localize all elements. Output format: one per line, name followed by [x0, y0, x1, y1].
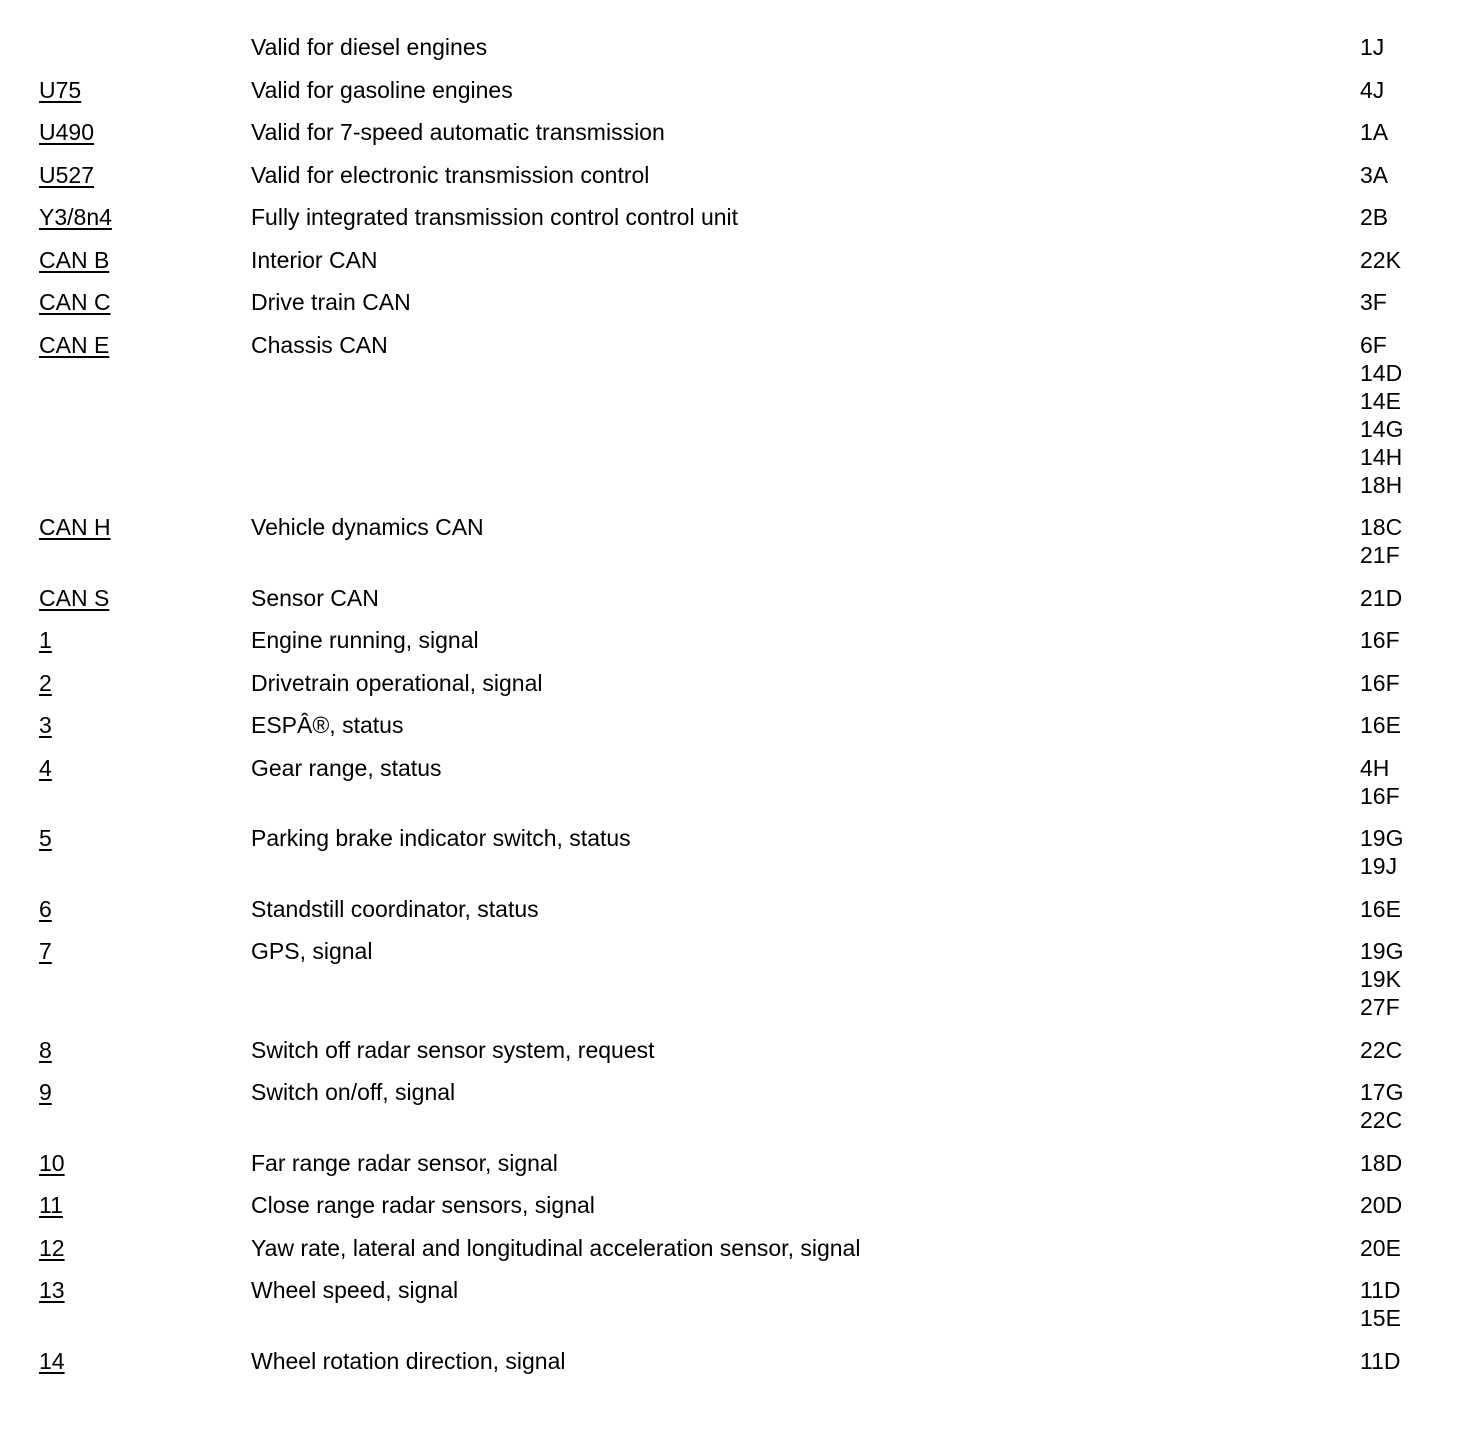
legend-description: Wheel rotation direction, signal	[251, 1347, 566, 1374]
grid-reference: 14E	[1360, 387, 1401, 414]
legend-code-link[interactable]: U490	[39, 119, 94, 145]
grid-reference: 19K	[1360, 966, 1401, 992]
grid-reference: 18C	[1360, 514, 1403, 540]
grid-reference-list	[1360, 711, 1460, 739]
legend-code-link[interactable]: CAN H	[39, 514, 111, 540]
grid-reference: 14G	[1360, 415, 1404, 442]
grid-reference-list	[1360, 203, 1460, 231]
legend-description: Parking brake indicator switch, status	[251, 825, 631, 851]
legend-code-link[interactable]: 8	[39, 1036, 52, 1063]
legend-code-link[interactable]: 1	[39, 627, 52, 653]
legend-description: Valid for electronic transmission control	[251, 161, 650, 188]
legend-row	[0, 1276, 1472, 1332]
grid-reference: 16F	[1360, 627, 1400, 653]
grid-reference: 4H	[1360, 754, 1390, 781]
legend-row	[0, 895, 1472, 923]
legend-code-link[interactable]: 5	[39, 825, 52, 851]
legend-code-link[interactable]: 10	[39, 1149, 65, 1176]
legend-code-link[interactable]: 12	[39, 1234, 65, 1261]
grid-reference-list	[1360, 824, 1460, 880]
grid-reference-list	[1360, 584, 1460, 612]
grid-reference-list	[1360, 161, 1460, 189]
grid-reference: 16E	[1360, 895, 1401, 922]
legend-description: Drivetrain operational, signal	[251, 669, 543, 696]
grid-reference-list	[1360, 513, 1460, 569]
grid-reference: 11D	[1360, 1277, 1401, 1303]
legend-row	[0, 937, 1472, 1021]
grid-reference: 4J	[1360, 76, 1385, 103]
legend-row	[0, 1234, 1472, 1262]
legend-description: Yaw rate, lateral and longitudinal acceleration sensor, signal	[251, 1234, 861, 1261]
grid-reference: 18H	[1360, 471, 1403, 498]
grid-reference: 1A	[1360, 119, 1389, 145]
legend-row	[0, 76, 1472, 104]
legend-description: Drive train CAN	[251, 289, 411, 315]
grid-reference-list	[1360, 895, 1460, 923]
grid-reference: 22C	[1360, 1107, 1403, 1133]
grid-reference: 3A	[1360, 161, 1389, 188]
grid-reference-list	[1360, 754, 1460, 810]
legend-description: Fully integrated transmission control control unit	[251, 204, 739, 230]
legend-description: Chassis CAN	[251, 331, 388, 358]
grid-reference: 14D	[1360, 359, 1403, 386]
legend-code-link[interactable]: CAN C	[39, 289, 111, 315]
grid-reference: 19J	[1360, 853, 1398, 879]
grid-reference: 27F	[1360, 994, 1400, 1020]
legend-code-link[interactable]: U75	[39, 76, 82, 103]
legend-row	[0, 1078, 1472, 1134]
legend-description: Wheel speed, signal	[251, 1277, 459, 1303]
grid-reference-list	[1360, 669, 1460, 697]
legend-row	[0, 754, 1472, 810]
grid-reference: 15E	[1360, 1305, 1401, 1331]
grid-reference: 14H	[1360, 443, 1403, 470]
grid-reference-list	[1360, 1347, 1460, 1375]
legend-code-link[interactable]: U527	[39, 161, 94, 188]
legend-row	[0, 246, 1472, 274]
legend-row	[0, 331, 1472, 499]
legend-description: Standstill coordinator, status	[251, 895, 539, 922]
grid-reference: 22K	[1360, 246, 1401, 273]
grid-reference-list	[1360, 76, 1460, 104]
grid-reference-list	[1360, 1191, 1460, 1219]
legend-row	[0, 161, 1472, 189]
grid-reference: 16F	[1360, 782, 1400, 809]
legend-row	[0, 1149, 1472, 1177]
legend-row	[0, 584, 1472, 612]
grid-reference-list	[1360, 626, 1460, 654]
legend-row	[0, 626, 1472, 654]
legend-description: Valid for 7-speed automatic transmission	[251, 119, 665, 145]
legend-code-link[interactable]: 2	[39, 669, 52, 696]
legend-description: Gear range, status	[251, 754, 442, 781]
grid-reference: 21F	[1360, 542, 1400, 568]
grid-reference: 19G	[1360, 825, 1404, 851]
legend-code-link[interactable]: 9	[39, 1079, 52, 1105]
grid-reference: 11D	[1360, 1347, 1401, 1374]
legend-description: Engine running, signal	[251, 627, 479, 653]
legend-code-link[interactable]: Y3/8n4	[39, 204, 112, 230]
legend-row	[0, 711, 1472, 739]
legend-description: Switch off radar sensor system, request	[251, 1036, 655, 1063]
legend-row	[0, 1347, 1472, 1375]
legend-code-link[interactable]: CAN B	[39, 246, 110, 273]
legend-row	[0, 33, 1472, 61]
legend-code-link[interactable]: 14	[39, 1347, 65, 1374]
grid-reference-list	[1360, 1149, 1460, 1177]
legend-code-link[interactable]: 4	[39, 754, 52, 781]
grid-reference: 22C	[1360, 1036, 1403, 1063]
legend-row	[0, 1191, 1472, 1219]
legend-description: Interior CAN	[251, 246, 378, 273]
legend-description: Sensor CAN	[251, 584, 379, 611]
legend-description: Valid for gasoline engines	[251, 76, 513, 103]
grid-reference-list	[1360, 1036, 1460, 1064]
grid-reference: 18D	[1360, 1149, 1403, 1176]
grid-reference: 2B	[1360, 204, 1389, 230]
legend-row	[0, 118, 1472, 146]
legend-description: GPS, signal	[251, 938, 373, 964]
legend-code-link[interactable]: 7	[39, 938, 52, 964]
grid-reference: 21D	[1360, 584, 1403, 611]
grid-reference-list	[1360, 246, 1460, 274]
legend-description: Close range radar sensors, signal	[251, 1192, 595, 1218]
legend-code-link[interactable]: CAN S	[39, 584, 110, 611]
grid-reference: 6F	[1360, 331, 1387, 358]
grid-reference: 20E	[1360, 1234, 1401, 1261]
legend-row	[0, 824, 1472, 880]
grid-reference: 1J	[1360, 34, 1385, 60]
grid-reference-list	[1360, 118, 1460, 146]
grid-reference: 16F	[1360, 669, 1400, 696]
grid-reference-list	[1360, 1276, 1460, 1332]
grid-reference-list	[1360, 937, 1460, 1021]
grid-reference-list	[1360, 288, 1460, 316]
grid-reference-list	[1360, 331, 1460, 499]
legend-description: ESPÂ®, status	[251, 712, 404, 738]
legend-code-link[interactable]: 13	[39, 1277, 65, 1303]
legend-row	[0, 288, 1472, 316]
grid-reference-list	[1360, 1078, 1460, 1134]
grid-reference: 20D	[1360, 1192, 1403, 1218]
grid-reference: 16E	[1360, 712, 1401, 738]
legend-row	[0, 203, 1472, 231]
legend-code-link[interactable]: 6	[39, 895, 52, 922]
legend-description: Valid for diesel engines	[251, 34, 488, 60]
legend-code-link[interactable]: 3	[39, 712, 52, 738]
grid-reference-list	[1360, 1234, 1460, 1262]
grid-reference: 19G	[1360, 938, 1404, 964]
legend-row	[0, 1036, 1472, 1064]
legend-description: Vehicle dynamics CAN	[251, 514, 484, 540]
grid-reference: 3F	[1360, 289, 1387, 315]
legend-description: Far range radar sensor, signal	[251, 1149, 558, 1176]
grid-reference-list	[1360, 33, 1460, 61]
legend-code-link[interactable]: 11	[39, 1192, 63, 1218]
legend-row	[0, 513, 1472, 569]
legend-row	[0, 669, 1472, 697]
legend-code-link[interactable]: CAN E	[39, 331, 110, 358]
legend-description: Switch on/off, signal	[251, 1079, 456, 1105]
grid-reference: 17G	[1360, 1079, 1404, 1105]
